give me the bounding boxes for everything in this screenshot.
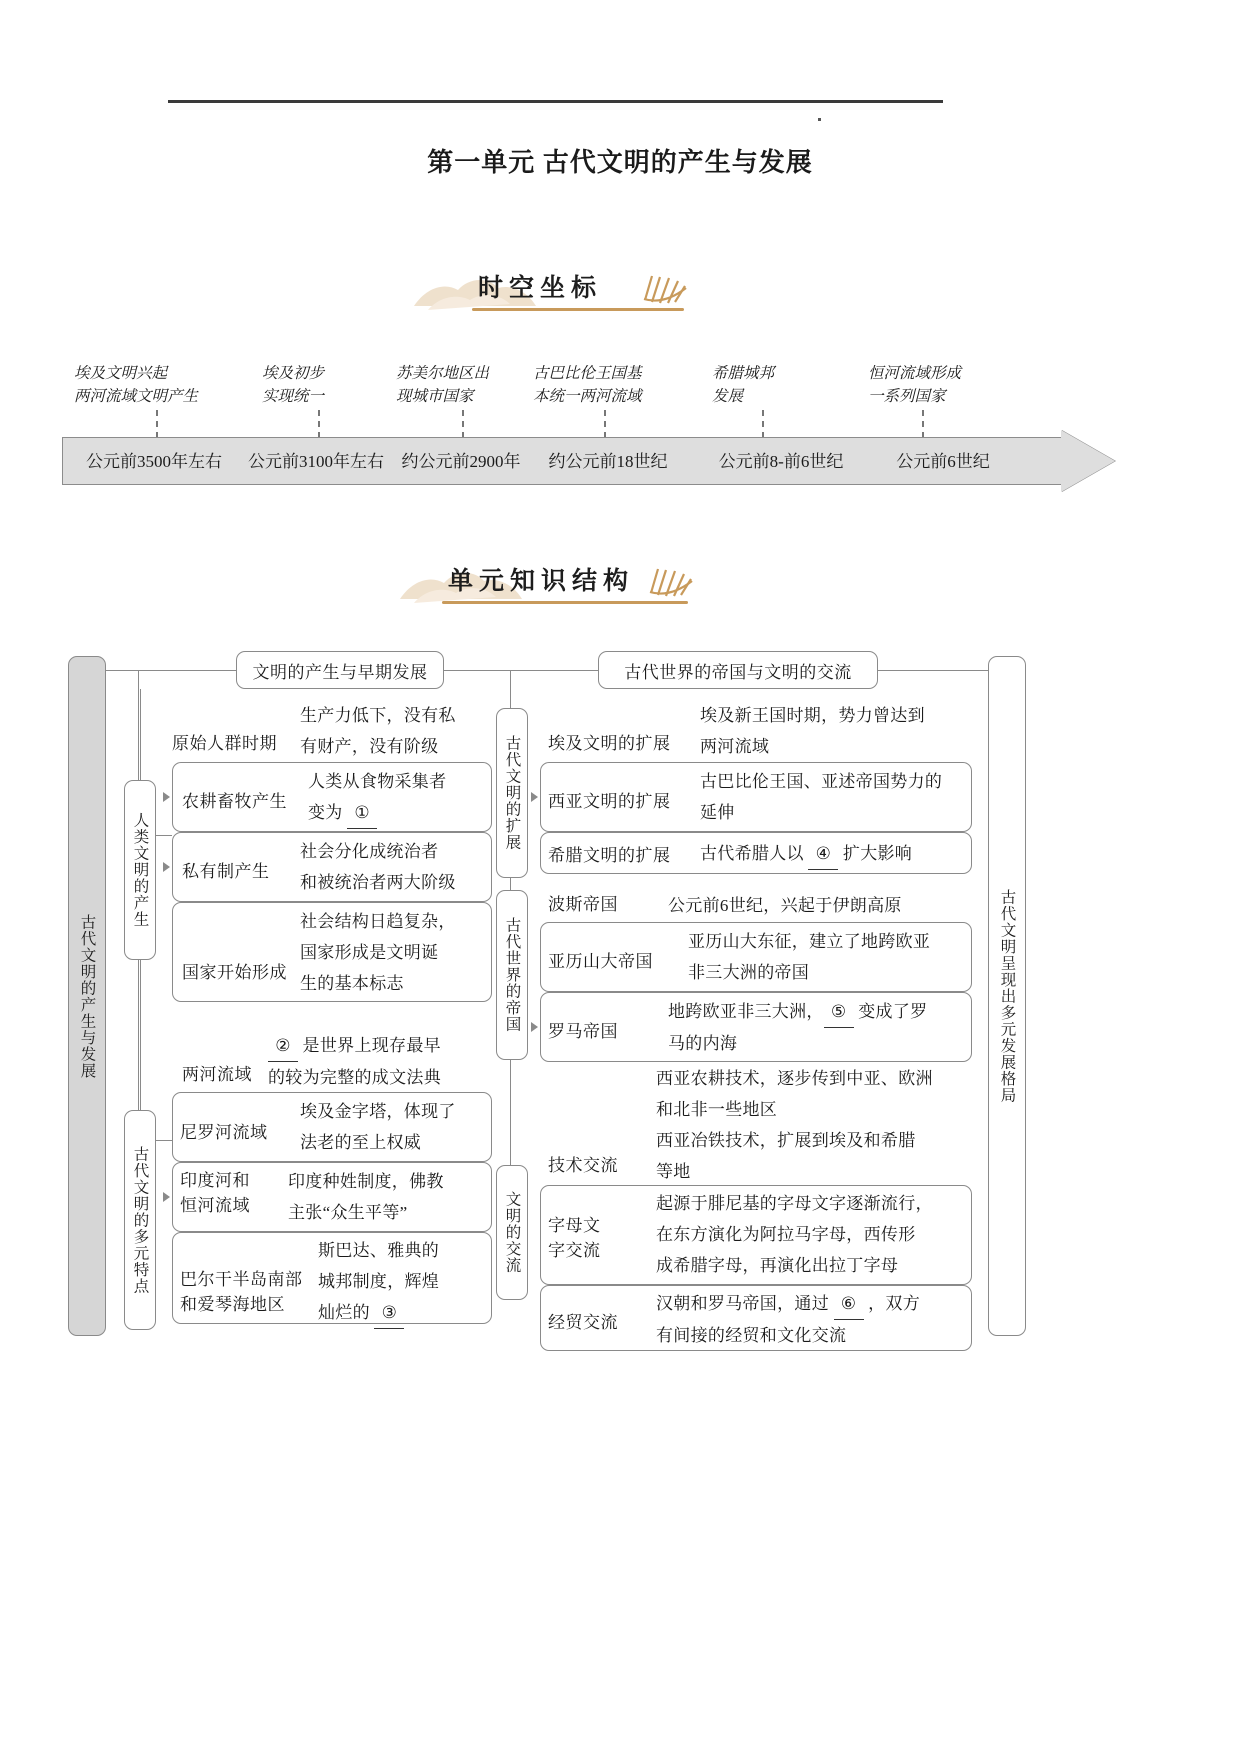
- row-greek-label: 希腊文明的扩展: [548, 846, 671, 865]
- group-human-civilization-label: 人类文明的产生: [131, 812, 149, 928]
- timeline-label-0: 埃及文明兴起 两河流域文明产生: [74, 365, 199, 405]
- row-west-asia-arrow: [531, 792, 538, 802]
- left-g2-spine: [140, 960, 141, 1110]
- row-tech-exchange-label: 技术交流: [548, 1156, 618, 1175]
- timeline-banner-underline: [472, 308, 684, 311]
- row-west-asia-label: 西亚文明的扩展: [548, 792, 671, 811]
- group-diverse-features-label: 古代文明的多元特点: [131, 1145, 149, 1295]
- fan-decoration-icon-2: [648, 565, 694, 597]
- group-diverse-features-node: [124, 1110, 156, 1330]
- timeline-label-4: 希腊城邦 发展: [712, 365, 775, 405]
- blank-3: ③: [374, 1297, 404, 1329]
- group-empires-label: 古代世界的帝国: [503, 917, 521, 1033]
- row-persia-desc: 公元前6世纪，兴起于伊朗高原: [668, 896, 902, 915]
- row-balkan-desc: 斯巴达、雅典的 城邦制度，辉煌 灿烂的 ③: [318, 1235, 439, 1329]
- timeline-tick-5: [922, 410, 924, 438]
- left-g1-spine: [140, 689, 141, 780]
- timeline-date-1: 公元前3100年左右: [248, 452, 384, 471]
- timeline-label-2: 苏美尔地区出 现城市国家: [396, 365, 490, 405]
- row-trade-desc: 汉朝和罗马帝国，通过 ⑥ ，双方 有间接的经贸和文化交流: [656, 1288, 920, 1351]
- row-mesopotamia-label: 两河流域: [182, 1065, 252, 1084]
- timeline-label-5: 恒河流域形成 一系列国家: [868, 365, 962, 405]
- row-primitive-desc: 生产力低下，没有私 有财产，没有阶级: [300, 706, 456, 756]
- group-human-civilization-node: [124, 780, 156, 960]
- row-alphabet-desc: 起源于腓尼基的字母文字逐渐流行， 在东方演化为阿拉马字母，西传形 成希腊字母，再演化出拉丁字母: [656, 1194, 933, 1275]
- blank-5: ⑤: [824, 996, 854, 1028]
- row-rome-line1: 地跨欧亚非三大洲， ⑤ 变成了罗: [668, 996, 927, 1028]
- row-greek-desc: [700, 838, 912, 870]
- row-alphabet-label: 字母文 字交流: [548, 1216, 601, 1260]
- branch-left-title-node: [236, 651, 444, 689]
- row-trade-line1: 汉朝和罗马帝国，通过 ⑥ ，双方: [656, 1288, 920, 1320]
- row-alexander-desc: 亚历山大东征，建立了地跨欧亚 非三大洲的帝国: [688, 932, 931, 982]
- row-tech-exchange-desc: 西亚农耕技术，逐步传到中亚、欧洲 和北非一些地区 西亚冶铁技术，扩展到埃及和希腊 等地: [656, 1069, 933, 1181]
- branch-right-title-label: 古代世界的帝国与文明的交流: [624, 662, 852, 682]
- tail-connector-top: [878, 670, 988, 671]
- timeline-tick-3: [604, 410, 606, 438]
- row-india-label: 印度河和 恒河流域: [180, 1171, 250, 1215]
- structure-banner-label: 单元知识结构: [448, 567, 635, 595]
- structure-banner-underline: [442, 601, 688, 604]
- fan-decoration-icon: [642, 272, 688, 304]
- blank-4: ④: [808, 838, 838, 870]
- row-nile-label: 尼罗河流域: [180, 1123, 268, 1142]
- row-state-label: 国家开始形成: [182, 963, 287, 982]
- branch-right-title-node: [598, 651, 878, 689]
- row-alexander-label: 亚历山大帝国: [548, 952, 653, 971]
- timeline-tick-2: [462, 410, 464, 438]
- mindmap-tail-node: [988, 656, 1026, 1336]
- row-west-asia-desc: 古巴比伦王国、亚述帝国势力的 延伸: [700, 772, 943, 822]
- branch-left-title-label: 文明的产生与早期发展: [252, 662, 428, 682]
- root-connector-top: [106, 670, 236, 671]
- timeline-date-2: 约公元前2900年: [401, 452, 521, 471]
- mindmap-root-node: [68, 656, 106, 1336]
- row-rome-desc: 地跨欧亚非三大洲， ⑤ 变成了罗 马的内海: [668, 996, 927, 1059]
- group-empires-node: [496, 890, 528, 1060]
- timeline-date-3: 约公元前18世纪: [548, 452, 668, 471]
- row-private-label: 私有制产生: [182, 862, 270, 881]
- timeline-date-4: 公元前8-前6世纪: [718, 452, 844, 471]
- timeline-tick-4: [762, 410, 764, 438]
- timeline-label-1: 埃及初步 实现统一: [262, 365, 325, 405]
- timeline-tick-1: [318, 410, 320, 438]
- mindmap: [0, 640, 1240, 1360]
- row-farming-arrow: [163, 792, 170, 802]
- blank-2: ②: [268, 1030, 298, 1062]
- timeline-date-5: 公元前6世纪: [896, 452, 990, 471]
- group-exchange-label: 文明的交流: [503, 1191, 521, 1274]
- mindmap-root-label: 古代文明的产生与发展: [78, 913, 96, 1079]
- header-mark: [818, 118, 821, 121]
- group-exchange-node: [496, 1165, 528, 1300]
- timeline-label-3: 古巴比伦王国基 本统一两河流域: [533, 365, 642, 405]
- group-expansion-label: 古代文明的扩展: [503, 735, 521, 851]
- row-private-arrow: [163, 862, 170, 872]
- row-rome-label: 罗马帝国: [548, 1022, 618, 1041]
- timeline-banner: [0, 262, 1240, 322]
- row-balkan-line3: 灿烂的 ③: [318, 1297, 439, 1329]
- mindmap-tail-label: 古代文明呈现出多元发展格局: [998, 888, 1016, 1104]
- row-farming-desc: 人类从食物采集者 变为 ①: [308, 766, 446, 829]
- row-trade-label: 经贸交流: [548, 1313, 618, 1332]
- row-private-desc: 社会分化成统治者 和被统治者两大阶级: [300, 842, 456, 892]
- group-expansion-node: [496, 708, 528, 878]
- timeline-tick-0: [156, 410, 158, 438]
- blank-6: ⑥: [834, 1288, 864, 1320]
- row-farming-desc-line2: 变为 ①: [308, 797, 446, 829]
- row-balkan-label: 巴尔干半岛南部 和爱琴海地区: [180, 1270, 303, 1314]
- row-nile-desc: 埃及金字塔，体现了 法老的至上权威: [300, 1102, 456, 1152]
- row-primitive-label: 原始人群时期: [172, 734, 277, 753]
- timeline-date-0: 公元前3500年左右: [86, 452, 222, 471]
- row-greek-line1: 古代希腊人以 ④ 扩大影响: [700, 838, 912, 870]
- row-rome-arrow: [531, 1022, 538, 1032]
- row-state-desc: 社会结构日趋复杂， 国家形成是文明诞 生的基本标志: [300, 912, 456, 993]
- row-persia-label: 波斯帝国: [548, 895, 618, 914]
- row-mesopotamia-desc: ② 是世界上现存最早 的较为完整的成文法典: [268, 1030, 441, 1093]
- structure-banner: [0, 555, 1240, 615]
- blank-1: ①: [347, 797, 377, 829]
- page-title: 第一单元 古代文明的产生与发展: [427, 148, 813, 177]
- row-mesopotamia-line1: ② 是世界上现存最早: [268, 1030, 441, 1062]
- timeline-arrow-fill: [1061, 432, 1111, 490]
- row-india-arrow: [163, 1192, 170, 1202]
- row-egypt-expansion-label: 埃及文明的扩展: [548, 734, 671, 753]
- header-rule: [168, 100, 943, 103]
- row-egypt-expansion-desc: 埃及新王国时期，势力曾达到 两河流域: [700, 706, 925, 756]
- branch-left-to-right-link: [444, 670, 598, 671]
- row-farming-label: 农耕畜牧产生: [182, 792, 287, 811]
- row-india-desc: 印度种姓制度，佛教 主张“众生平等”: [288, 1172, 444, 1222]
- timeline-banner-label: 时空坐标: [478, 274, 603, 302]
